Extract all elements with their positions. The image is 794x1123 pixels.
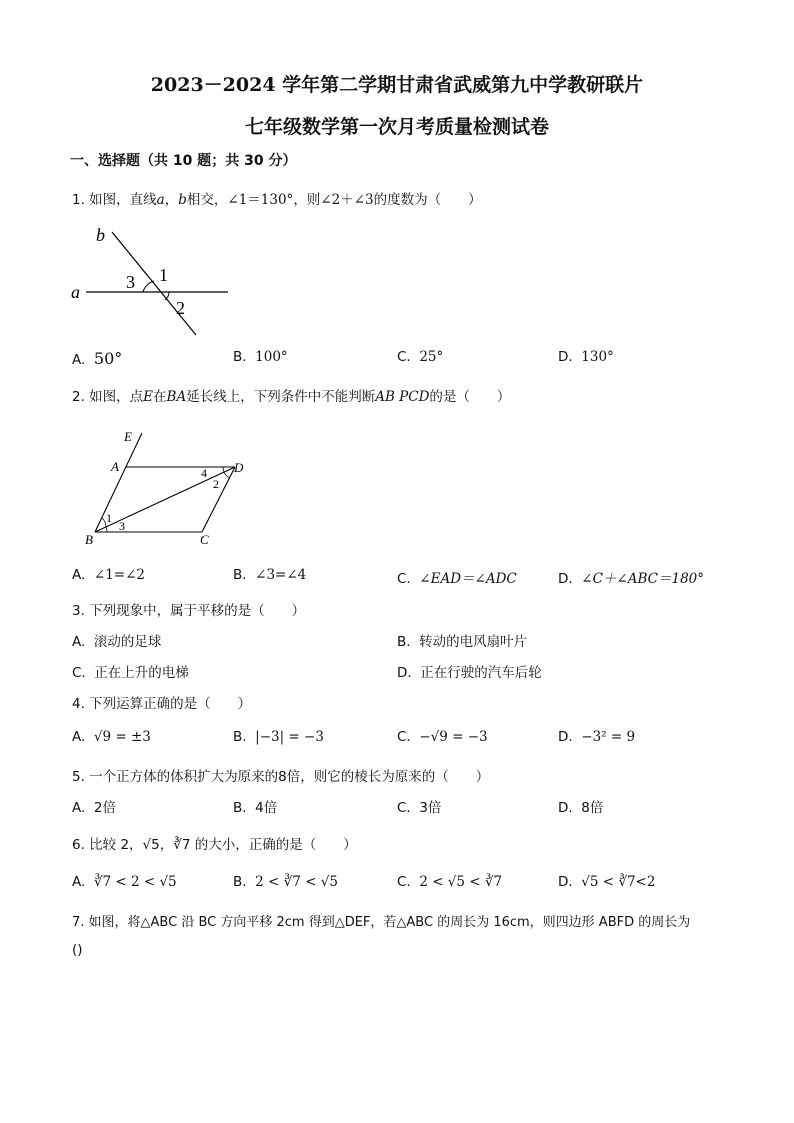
fig1-label-b: b	[96, 225, 105, 245]
q6-option-b[interactable]	[233, 874, 338, 890]
option-text: |−3| = −3	[255, 729, 324, 745]
option-letter: A.	[72, 800, 86, 816]
option-letter: B.	[233, 729, 247, 745]
option-letter: D.	[558, 729, 573, 745]
option-text: 转动的电风扇叶片	[419, 634, 528, 650]
q6-option-d[interactable]	[558, 874, 655, 890]
option-text: ∠C＋∠ABC＝180°	[581, 571, 705, 587]
question-7-stem-line2: ()	[72, 942, 83, 958]
option-letter: A.	[72, 634, 86, 650]
angle-arc-4	[223, 467, 224, 472]
option-text: 50°	[93, 349, 123, 368]
q1-stem-b: 相交，	[186, 192, 228, 208]
q2-option-a[interactable]	[72, 567, 145, 583]
option-letter: C.	[72, 665, 86, 681]
fig2-label-d: D	[234, 460, 244, 475]
fig2-label-c: C	[200, 532, 209, 547]
exam-title-line2: 七年级数学第一次月考质量检测试卷	[244, 116, 549, 138]
question-3-stem: 3. 下列现象中，属于平移的是（ ）	[72, 603, 306, 619]
q2-figure	[80, 424, 260, 550]
fig1-label-3: 3	[126, 272, 135, 292]
option-text: 滚动的足球	[93, 634, 162, 650]
q1-option-b[interactable]	[233, 349, 288, 365]
q1-option-c[interactable]	[397, 349, 443, 365]
q1-sep: ，	[164, 192, 179, 208]
q3-option-c[interactable]	[72, 661, 189, 681]
option-text: 100°	[255, 349, 288, 365]
option-letter: B.	[233, 349, 247, 365]
q2-option-d[interactable]	[558, 567, 704, 587]
q2-relation: AB PCD	[375, 389, 430, 405]
q3-option-a[interactable]	[72, 630, 161, 650]
line-ba-extended	[95, 433, 142, 532]
q4-option-c[interactable]	[397, 729, 488, 745]
q4-option-d[interactable]	[558, 729, 635, 745]
question-2-stem	[72, 385, 510, 405]
question-7-stem-line1: 7. 如图，将△ABC 沿 BC 方向平移 2cm 得到△DEF，若△ABC 的周长为 16cm，则四边形 ABFD 的周长为	[72, 915, 691, 930]
q2-stem-c: 延长线上，下列条件中不能判断	[186, 389, 376, 405]
option-letter: D.	[558, 800, 573, 816]
q2-var-e: E	[143, 389, 154, 405]
question-4-stem: 4. 下列运算正确的是（ ）	[72, 696, 252, 712]
option-text: √9 = ±3	[93, 729, 151, 745]
option-text: 2倍	[93, 800, 116, 816]
option-text: 4倍	[255, 800, 278, 816]
q6-option-c[interactable]	[397, 874, 502, 890]
q1-var-a: a	[156, 192, 165, 208]
option-letter: B.	[233, 567, 247, 583]
fig2-label-a: A	[111, 459, 119, 474]
q1-var-b: b	[178, 192, 187, 208]
angle-arc-2	[165, 292, 169, 300]
question-1-stem	[72, 188, 482, 208]
option-letter: C.	[397, 571, 411, 587]
option-text: 2 < √5 < ∛7	[419, 874, 503, 890]
section-heading: 一、选择题（共 10 题；共 30 分）	[70, 153, 297, 169]
angle-arc-3	[106, 527, 107, 532]
option-text: −3² = 9	[581, 729, 636, 745]
option-letter: D.	[558, 571, 573, 587]
q5-option-a[interactable]	[72, 796, 116, 816]
option-text: −√9 = −3	[419, 729, 488, 745]
q6-option-a[interactable]	[72, 874, 177, 890]
fig2-label-1: 1	[106, 511, 112, 525]
fig2-label-2: 2	[213, 477, 219, 491]
fig1-label-a: a	[71, 282, 80, 302]
q1-figure	[66, 220, 246, 345]
q2-stem-b: 在	[153, 389, 167, 405]
fig2-label-e: E	[124, 429, 132, 444]
option-text: ∛7 < 2 < √5	[93, 874, 177, 890]
option-letter: C.	[397, 874, 411, 890]
q5-option-b[interactable]	[233, 796, 277, 816]
option-letter: A.	[72, 729, 86, 745]
q2-stem-a: 2. 如图，点	[72, 389, 144, 405]
line-b	[112, 232, 196, 335]
angle-arc-3	[143, 281, 154, 292]
q1-expression: ∠2＋∠3	[320, 192, 374, 208]
q4-option-b[interactable]	[233, 729, 324, 745]
question-5-stem: 5. 一个正方体的体积扩大为原来的8倍，则它的棱长为原来的（ ）	[72, 769, 490, 785]
option-letter: D.	[397, 665, 412, 681]
option-letter: B.	[233, 874, 247, 890]
option-letter: A.	[72, 352, 86, 368]
q2-option-b[interactable]	[233, 567, 306, 583]
fig2-label-b: B	[85, 532, 93, 547]
q1-stem-d: 的度数为（ ）	[373, 192, 482, 208]
option-letter: C.	[397, 729, 411, 745]
option-text: 25°	[419, 349, 444, 365]
question-6-stem: 6. 比较 2，√5，∛7 的大小，正确的是（ ）	[72, 837, 357, 853]
option-text: 正在行驶的汽车后轮	[420, 665, 542, 681]
q1-option-d[interactable]	[558, 349, 614, 365]
q1-option-a[interactable]	[72, 349, 122, 368]
option-text: 2 < ∛7 < √5	[255, 874, 338, 890]
q1-condition: ∠1＝130°	[227, 192, 294, 208]
option-text: 130°	[581, 349, 614, 365]
q2-var-ba: BA	[166, 389, 187, 405]
option-text: 3倍	[419, 800, 442, 816]
q2-option-c[interactable]	[397, 567, 517, 587]
option-text: 8倍	[581, 800, 604, 816]
option-text: ∠3=∠4	[255, 567, 307, 583]
option-letter: A.	[72, 567, 86, 583]
option-letter: C.	[397, 349, 411, 365]
q1-stem-a: 1. 如图，直线	[72, 192, 157, 208]
q3-option-d[interactable]	[397, 661, 542, 681]
q1-stem-c: ，则	[293, 192, 321, 208]
option-letter: C.	[397, 800, 411, 816]
option-letter: B.	[233, 800, 247, 816]
option-text: √5 < ∛7<2	[581, 874, 656, 890]
option-letter: A.	[72, 874, 86, 890]
option-letter: B.	[397, 634, 411, 650]
option-text: 正在上升的电梯	[94, 665, 189, 681]
q5-option-d[interactable]	[558, 796, 603, 816]
q3-option-b[interactable]	[397, 630, 527, 650]
fig1-label-2: 2	[176, 298, 185, 318]
fig2-label-3: 3	[119, 519, 125, 533]
exam-title-line1: 2023－2024 学年第二学期甘肃省武威第九中学教研联片	[150, 74, 644, 96]
option-letter: D.	[558, 349, 573, 365]
q5-option-c[interactable]	[397, 796, 441, 816]
option-text: ∠EAD＝∠ADC	[419, 571, 517, 587]
fig1-label-1: 1	[159, 265, 168, 285]
option-letter: D.	[558, 874, 573, 890]
q2-stem-d: 的是（ ）	[429, 389, 511, 405]
fig2-label-4: 4	[201, 466, 207, 480]
option-text: ∠1=∠2	[93, 567, 146, 583]
q4-option-a[interactable]	[72, 729, 151, 745]
angle-arc-2	[224, 472, 230, 478]
